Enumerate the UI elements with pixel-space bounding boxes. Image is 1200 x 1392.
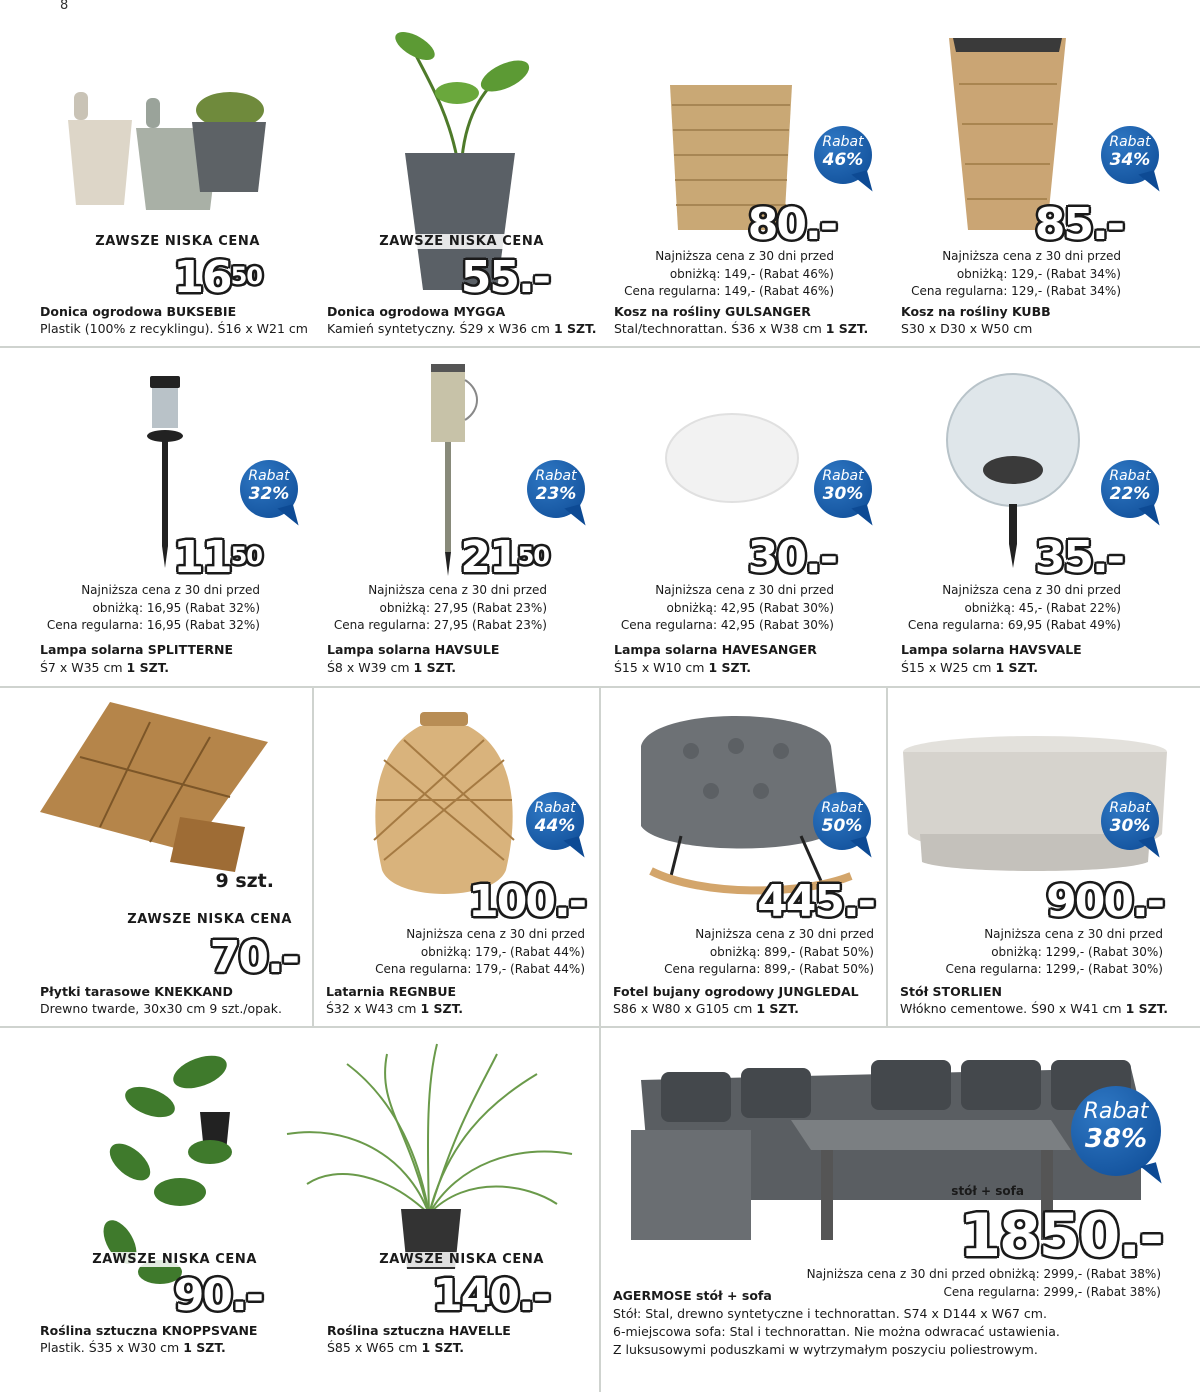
always-low-price-label: ZAWSZE NISKA CENA bbox=[89, 1252, 260, 1267]
product-desc: Ś7 x W35 cm 1 SZT. bbox=[40, 660, 170, 675]
product-desc: Włókno cementowe. Ś90 x W41 cm 1 SZT. bbox=[900, 1001, 1169, 1016]
lowest-price-info: Najniższa cena z 30 dni przed obniżką: 2999,- (Rabat 38%) Cena regularna: 2999,- (Rabat 38%) bbox=[806, 1267, 1161, 1299]
product-knekkand[interactable] bbox=[0, 688, 312, 1026]
discount-badge: Rabat 46% bbox=[814, 126, 872, 184]
always-low-price-label: ZAWSZE NISKA CENA bbox=[95, 234, 260, 249]
product-desc-sofa: 6-miejscowa sofa: Stal i technorattan. Nie można odwracać ustawienia. bbox=[613, 1324, 1060, 1339]
price bbox=[173, 252, 262, 303]
discount-badge: Rabat 30% bbox=[1101, 792, 1159, 850]
page-number: 8 bbox=[60, 0, 69, 13]
product-name: Lampa solarna HAVESANGER bbox=[614, 642, 817, 657]
price-decimals: 50 bbox=[230, 262, 262, 290]
product-name: Kosz na rośliny GULSANGER bbox=[614, 304, 811, 319]
price: 80.- bbox=[747, 199, 836, 250]
price: 445.- bbox=[757, 876, 874, 927]
desc-text: Kamień syntetyczny. Ś29 x W36 cm bbox=[327, 321, 550, 336]
always-low-price-label: ZAWSZE NISKA CENA bbox=[127, 912, 292, 927]
always-low-price-label: ZAWSZE NISKA CENA bbox=[376, 1252, 547, 1267]
solar-stone-lamp-image bbox=[662, 406, 802, 506]
product-jungledal[interactable] bbox=[601, 688, 886, 1026]
product-storlien[interactable] bbox=[888, 688, 1200, 1026]
product-name: Płytki tarasowe KNEKKAND bbox=[40, 984, 233, 999]
product-desc: Plastik (100% z recyklingu). Ś16 x W21 cm bbox=[40, 321, 308, 336]
always-low-price-label: ZAWSZE NISKA CENA bbox=[376, 234, 547, 249]
product-desc: Ś15 x W25 cm 1 SZT. bbox=[901, 660, 1038, 675]
discount-badge: Rabat 22% bbox=[1101, 460, 1159, 518]
price: 1850.- bbox=[959, 1201, 1162, 1271]
product-desc: Drewno twarde, 30x30 cm 9 szt./opak. bbox=[40, 1001, 282, 1016]
product-desc: Ś8 x W39 cm 1 SZT. bbox=[327, 660, 457, 675]
product-name: Latarnia REGNBUE bbox=[326, 984, 457, 999]
price: 90.- bbox=[173, 1270, 262, 1321]
price: 35.- bbox=[1034, 532, 1123, 583]
product-desc: S30 x D30 x W50 cm bbox=[901, 321, 1033, 336]
price: 30.- bbox=[747, 532, 836, 583]
product-desc: Stal/technorattan. Ś36 x W38 cm 1 SZT. bbox=[614, 321, 869, 336]
product-desc: S86 x W80 x G105 cm 1 SZT. bbox=[613, 1001, 799, 1016]
product-desc bbox=[327, 321, 596, 336]
desc-qty: 1 SZT. bbox=[553, 321, 597, 336]
product-havelle[interactable] bbox=[287, 1028, 573, 1392]
artificial-grass-image bbox=[287, 1044, 572, 1274]
planters-image bbox=[60, 80, 280, 215]
product-mygga[interactable] bbox=[287, 0, 597, 338]
product-desc: Ś15 x W10 cm 1 SZT. bbox=[614, 660, 751, 675]
lowest-price-info: Najniższa cena z 30 dni przed obniżką: 149,- (Rabat 46%) Cena regularna: 149,- (Rabat 46%) bbox=[624, 249, 834, 298]
product-desc: Plastik. Ś35 x W30 cm 1 SZT. bbox=[40, 1340, 226, 1355]
discount-badge: Rabat 34% bbox=[1101, 126, 1159, 184]
discount-badge: Rabat 38% bbox=[1071, 1086, 1161, 1176]
pieces-count: 9 szt. bbox=[215, 870, 274, 892]
discount-badge: Rabat 50% bbox=[813, 792, 871, 850]
product-splitterne[interactable] bbox=[0, 348, 290, 686]
product-name: Lampa solarna SPLITTERNE bbox=[40, 642, 234, 657]
discount-badge: Rabat 44% bbox=[526, 792, 584, 850]
deck-tiles-image bbox=[40, 702, 270, 872]
price: $21^{50}$ bbox=[460, 532, 549, 583]
price: 100.- bbox=[468, 876, 585, 927]
product-buksebie[interactable] bbox=[0, 0, 308, 338]
product-havesanger[interactable] bbox=[574, 348, 864, 686]
product-desc: Ś85 x W65 cm 1 SZT. bbox=[327, 1340, 464, 1355]
lowest-price-info: Najniższa cena z 30 dni przed obniżką: 16,95 (Rabat 32%) Cena regularna: 16,95 (Rabat 32%) bbox=[46, 583, 260, 632]
price: 55.- bbox=[460, 252, 549, 303]
discount-badge: Rabat 32% bbox=[240, 460, 298, 518]
product-name: Donica ogrodowa BUKSEBIE bbox=[40, 304, 237, 319]
lowest-price-info: Najniższa cena z 30 dni przed obniżką: 27,95 (Rabat 23%) Cena regularna: 27,95 (Rabat 23%) bbox=[333, 583, 547, 632]
price-main: 16 bbox=[173, 252, 231, 303]
price: 140.- bbox=[432, 1270, 549, 1321]
product-name: Fotel bujany ogrodowy JUNGLEDAL bbox=[613, 984, 859, 999]
product-name: Roślina sztuczna HAVELLE bbox=[327, 1323, 511, 1338]
product-havsule[interactable] bbox=[287, 348, 577, 686]
price: 900.- bbox=[1046, 876, 1163, 927]
discount-badge: Rabat 30% bbox=[814, 460, 872, 518]
product-havsvale[interactable] bbox=[861, 348, 1151, 686]
product-name: Stół STORLIEN bbox=[900, 984, 1002, 999]
product-gulsanger[interactable] bbox=[574, 0, 869, 338]
product-desc-table: Stół: Stal, drewno syntetyczne i technorattan. S74 x D144 x W67 cm. bbox=[613, 1306, 1047, 1321]
lowest-price-info: Najniższa cena z 30 dni przed obniżką: 42,95 (Rabat 30%) Cena regularna: 42,95 (Rabat 30%) bbox=[620, 583, 834, 632]
product-name: Lampa solarna HAVSVALE bbox=[901, 642, 1082, 657]
lowest-price-info: Najniższa cena z 30 dni przed obniżką: 45,- (Rabat 22%) Cena regularna: 69,95 (Rabat 49%) bbox=[907, 583, 1121, 632]
product-regnbue[interactable] bbox=[314, 688, 599, 1026]
product-desc-cushions: Z luksusowymi poduszkami w wytrzymałym poszyciu poliestrowym. bbox=[613, 1342, 1038, 1357]
lowest-price-info: Najniższa cena z 30 dni przed obniżką: 179,- (Rabat 44%) Cena regularna: 179,- (Rabat 44%) bbox=[375, 927, 585, 976]
discount-badge: Rabat 23% bbox=[527, 460, 585, 518]
lowest-price-info: Najniższa cena z 30 dni przed obniżką: 899,- (Rabat 50%) Cena regularna: 899,- (Rabat 50%) bbox=[664, 927, 874, 976]
price: $11^{50}$ bbox=[173, 532, 262, 583]
product-knoppsvane[interactable] bbox=[0, 1028, 286, 1392]
product-name: Kosz na rośliny KUBB bbox=[901, 304, 1051, 319]
product-name: AGERMOSE stół + sofa bbox=[613, 1288, 772, 1303]
product-desc: Ś32 x W43 cm 1 SZT. bbox=[326, 1001, 463, 1016]
product-name: Roślina sztuczna KNOPPSVANE bbox=[40, 1323, 258, 1338]
set-label: stół + sofa bbox=[951, 1184, 1024, 1198]
product-kubb[interactable] bbox=[861, 0, 1151, 338]
product-agermose[interactable] bbox=[601, 1028, 1200, 1392]
price: 85.- bbox=[1034, 199, 1123, 250]
product-name: Donica ogrodowa MYGGA bbox=[327, 304, 506, 319]
product-name: Lampa solarna HAVSULE bbox=[327, 642, 500, 657]
price: 70.- bbox=[209, 932, 298, 983]
lowest-price-info: Najniższa cena z 30 dni przed obniżką: 129,- (Rabat 34%) Cena regularna: 129,- (Rabat 34%) bbox=[911, 249, 1121, 298]
lowest-price-info: Najniższa cena z 30 dni przed obniżką: 1299,- (Rabat 30%) Cena regularna: 1299,- (Rabat 30%) bbox=[945, 927, 1163, 976]
